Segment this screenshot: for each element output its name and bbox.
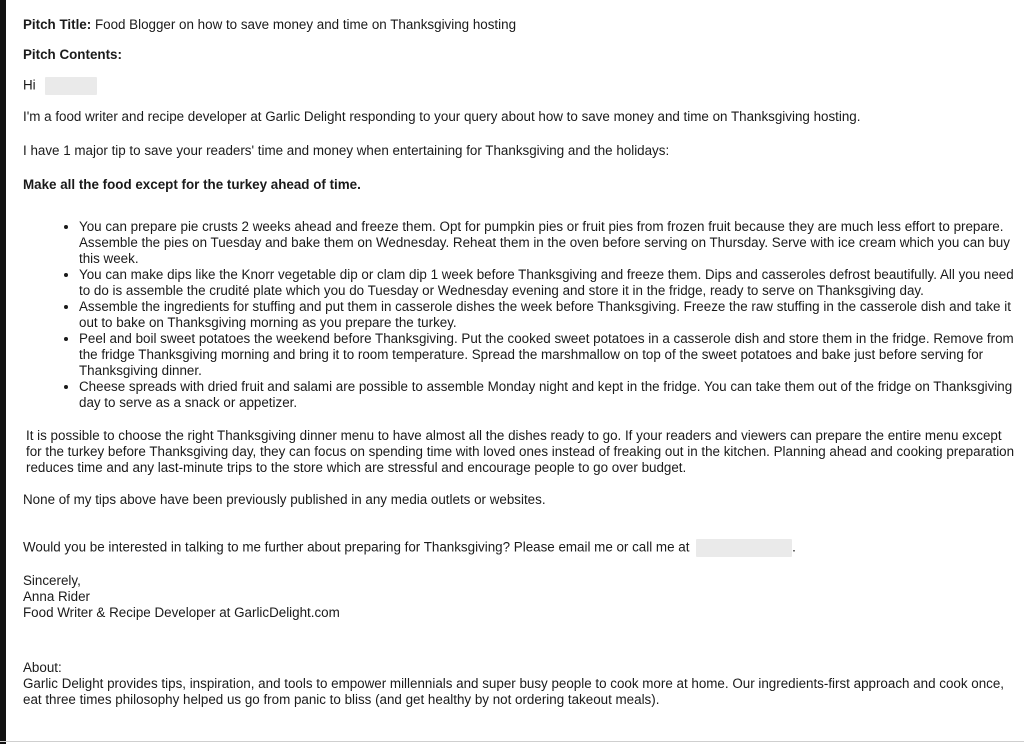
list-item: • Assemble the ingredients for stuffing and put them in casserole dishes the week before Thanksgiving. Freeze the raw stuffing in the casserole dish and take it out to bake on Thanksgiving morning as you prepare the turkey. bbox=[79, 299, 1018, 331]
originality-statement: None of my tips above have been previously published in any media outlets or websites. bbox=[23, 492, 546, 507]
call-to-action-line bbox=[23, 539, 1018, 557]
left-edge-bar bbox=[0, 0, 6, 744]
main-tip: Make all the food except for the turkey ahead of time. bbox=[23, 177, 361, 192]
call-to-action: Would you be interested in talking to me further about preparing for Thanksgiving? Please email me or call me at bbox=[23, 539, 690, 555]
pitch-title-line bbox=[23, 17, 1018, 33]
greeting-line bbox=[23, 77, 1018, 95]
signature-name: Anna Rider bbox=[23, 589, 90, 604]
summary-paragraph: It is possible to choose the right Thanksgiving dinner menu to have almost all the dishes ready to go. If your readers and viewers can prepare the entire menu except for the turkey before Thanksgiving day, they can focus on spending time with loved ones instead of freaking out in the kitchen. Planning ahead and cooking preparation reduces time and any last-minute trips to the store which are stressful and encourage people to go over budget. bbox=[26, 428, 1015, 475]
pitch-contents-label: Pitch Contents: bbox=[23, 47, 122, 62]
bottom-divider bbox=[0, 741, 1024, 742]
greeting: Hi bbox=[23, 77, 36, 93]
redacted-recipient-name bbox=[45, 77, 97, 95]
tips-list bbox=[23, 219, 1018, 411]
list-item: • Cheese spreads with dried fruit and salami are possible to assemble Monday night and kept in the fridge. You can take them out of the fridge on Thanksgiving day to serve as a snack or appetizer. bbox=[79, 379, 1018, 411]
call-to-action-end: . bbox=[792, 539, 796, 555]
list-item: • Peel and boil sweet potatoes the weekend before Thanksgiving. Put the cooked sweet potatoes in a casserole dish and store them in the fridge. Remove from the fridge Thanksgiving morning and bring it to room temperature. Spread the marshmallow on top of the sweet potatoes and bake just before serving for Thanksgiving dinner. bbox=[79, 331, 1018, 379]
list-item: • You can prepare pie crusts 2 weeks ahead and freeze them. Opt for pumpkin pies or fruit pies from frozen fruit because they are much less effort to prepare. Assemble the pies on Tuesday and bake them on Wednesday. Reheat them in the oven before serving on Thursday. Serve with ice cream which you can buy this week. bbox=[79, 219, 1018, 267]
signature-role: Food Writer & Recipe Developer at GarlicDelight.com bbox=[23, 605, 340, 620]
about-text: Garlic Delight provides tips, inspiration, and tools to empower millennials and super busy people to cook more at home. Our ingredients-first approach and cook once, eat three times philosophy helped us go from panic to bliss (and get healthy by not ordering takeout meals). bbox=[23, 676, 1005, 707]
redacted-contact bbox=[696, 539, 792, 557]
pitch-title-value: Food Blogger on how to save money and time on Thanksgiving hosting bbox=[94, 17, 517, 32]
list-item: • You can make dips like the Knorr vegetable dip or clam dip 1 week before Thanksgiving and freeze them. Dips and casseroles defrost beautifully. All you need to do is assemble the crudité plate which you do Tuesday or Wednesday evening and store it in the fridge, ready to serve on Thanksgiving day. bbox=[79, 267, 1018, 299]
intro-paragraph: I'm a food writer and recipe developer at Garlic Delight responding to your query about how to save money and time on Thanksgiving hosting. bbox=[23, 109, 861, 124]
tip-intro-paragraph: I have 1 major tip to save your readers' time and money when entertaining for Thanksgiving and the holidays: bbox=[23, 143, 670, 158]
pitch-title-label: Pitch Title: bbox=[23, 17, 92, 32]
signoff: Sincerely, bbox=[23, 573, 81, 588]
pitch-document bbox=[23, 17, 1018, 708]
about-label: About: bbox=[23, 660, 62, 675]
